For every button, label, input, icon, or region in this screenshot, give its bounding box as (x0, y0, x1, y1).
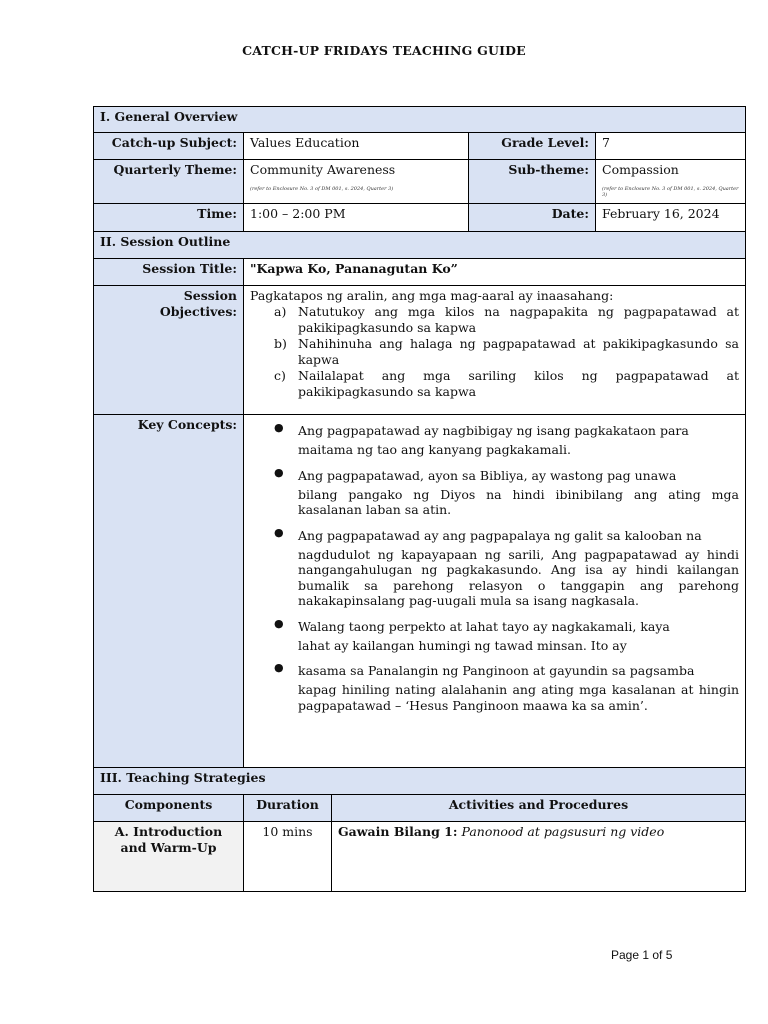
activity-label: Gawain Bilang 1: (338, 824, 458, 839)
objectives-cell (243, 285, 746, 415)
date-label: Date: (468, 203, 596, 232)
objective-item: a) Natutukoy ang mga kilos na nagpapakita ng pagpapatawad at pakikipagkasundo sa kapwa (274, 304, 739, 335)
session-title-value: "Kapwa Ko, Pananagutan Ko” (243, 258, 746, 286)
theme-value: Community Awareness (250, 162, 396, 177)
theme-note: (refer to Enclosure No. 3 of DM 001, s. 2024, Quarter 3) (250, 186, 394, 192)
activity-cell (331, 821, 746, 892)
key-concept-item: ● Walang taong perpekto at lahat tayo ay nagkakamali, kaya lahat ay kailangan humingi ng tawad minsan. Ito ay (274, 616, 670, 653)
objectives-label-line-2: Objectives: (159, 304, 237, 319)
time-value: 1:00 – 2:00 PM (243, 203, 469, 232)
theme-label: Quarterly Theme: (93, 159, 244, 204)
key-concepts-list (250, 420, 739, 713)
key-concepts-cell (243, 414, 746, 768)
duration-cell: 10 mins (243, 821, 332, 892)
subtheme-cell (595, 159, 746, 204)
bullet-icon: ● (274, 661, 284, 674)
column-header-activities: Activities and Procedures (331, 794, 746, 822)
bullet-icon: ● (274, 465, 284, 479)
objectives-intro: Pagkatapos ng aralin, ang mga mag-aaral ay inaasahang: (250, 288, 614, 303)
bullet-icon: ● (274, 421, 284, 434)
key-concept-item: ● Ang pagpapatawad, ayon sa Bibliya, ay wastong pag unawa bilang pangako ng Diyos na hindi ibinibilang ang ating mga kasalanan laban sa atin. (274, 465, 739, 517)
time-label: Time: (93, 203, 244, 232)
key-concept-item: ● kasama sa Panalangin ng Panginoon at gayundin sa pagsamba kapag hiniling nating alalahanin ang ating mga kasalanan at hingin pagpapatawad – ‘Hesus Panginoon maawa ka sa amin’. (274, 661, 739, 713)
subtheme-label: Sub-theme: (468, 159, 596, 204)
grade-label: Grade Level: (468, 132, 596, 160)
objective-item: b) Nahihinuha ang halaga ng pagpapatawad at pakikipagkasundo sa kapwa (274, 336, 739, 367)
subject-label: Catch-up Subject: (93, 132, 244, 160)
bullet-icon: ● (274, 616, 284, 630)
column-header-duration: Duration (243, 794, 332, 822)
subtheme-value: Compassion (602, 162, 679, 177)
key-concept-item: ● Ang pagpapatawad ay ang pagpapalaya ng galit sa kalooban na nagdudulot ng kapayapaan ng sarili, Ang pagpapatawad ay hindi nangangahulugan ng pagkakasundo. Ang isa ay hindi kailangan bumalik sa parehong relasyon o tanggapin ang parehong nakakapinsalang pag-uugali mula sa isang nagkasala. (274, 525, 739, 608)
date-value: February 16, 2024 (595, 203, 746, 232)
teaching-strategies-heading: III. Teaching Strategies (93, 767, 746, 795)
theme-cell (243, 159, 469, 204)
session-title-label: Session Title: (93, 258, 244, 286)
document-title: CATCH-UP FRIDAYS TEACHING GUIDE (242, 43, 526, 58)
key-concepts-label: Key Concepts: (93, 414, 244, 768)
objectives-list (250, 304, 739, 400)
objectives-label-line-1: Session (183, 288, 237, 303)
key-concept-item: ● Ang pagpapatawad ay nagbibigay ng isang pagkakataon para maitama ng tao ang kanyang pagkakamali. (274, 421, 689, 457)
page-number: Page 1 of 5 (611, 948, 673, 962)
activity-text: Panonood at pagsusuri ng video (461, 824, 665, 839)
column-header-components: Components (93, 794, 244, 822)
session-outline-heading: II. Session Outline (93, 231, 746, 259)
objective-item: c) Nailalapat ang mga sariling kilos ng pagpapatawad at pakikipagkasundo sa kapwa (274, 368, 739, 399)
bullet-icon: ● (274, 525, 284, 539)
component-cell: A. Introduction and Warm-Up (93, 821, 244, 892)
subject-value: Values Education (243, 132, 469, 160)
objectives-label (93, 285, 244, 415)
general-overview-heading: I. General Overview (93, 106, 746, 133)
grade-value: 7 (595, 132, 746, 160)
subtheme-note: (refer to Enclosure No. 3 of DM 001, s. 2024, Quarter 3) (602, 186, 739, 198)
